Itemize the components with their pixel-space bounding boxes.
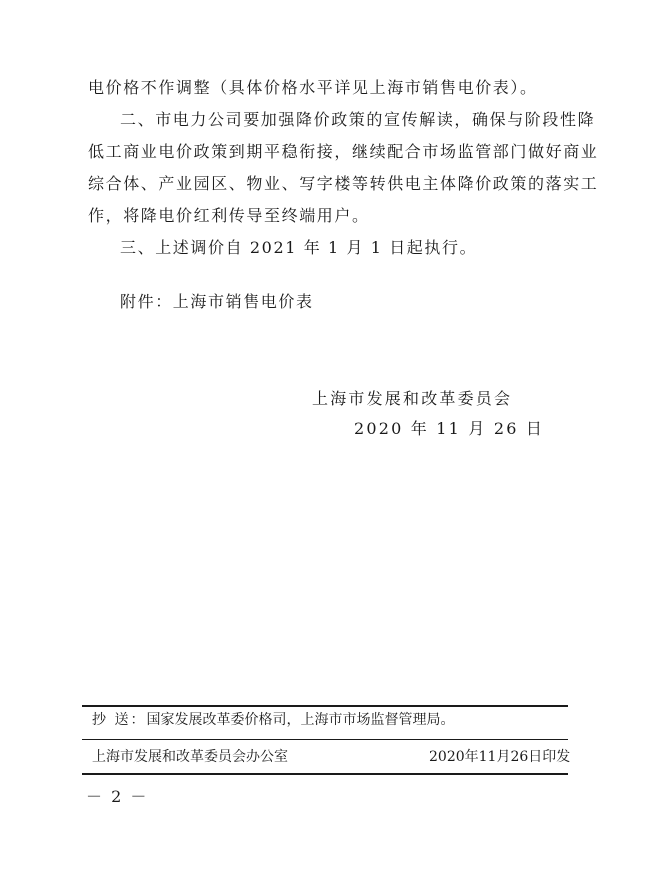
body-text (88, 72, 599, 264)
paragraph-2-line-3: 综合体、产业园区、物业、写字楼等转供电主体降价政策的落实工 (88, 174, 599, 193)
paragraph-2-line-4: 作，将降电价红利传导至终端用户。 (88, 206, 370, 225)
attachment-line: 附件：上海市销售电价表 (120, 292, 314, 311)
issuing-office: 上海市发展和改革委员会办公室 (92, 749, 288, 765)
paragraph-2-line-1: 二、市电力公司要加强降价政策的宣传解读，确保与阶段性降 (120, 110, 596, 129)
issuer-signature: 上海市发展和改革委员会 (312, 389, 513, 408)
cc-top-rule (82, 705, 568, 707)
issue-date: 2020 年 11 月 26 日 (354, 419, 545, 438)
cc-recipients: 国家发展改革委价格司，上海市市场监督管理局。 (146, 712, 455, 728)
paragraph-2-line-2: 低工商业电价政策到期平稳衔接，继续配合市场监管部门做好商业 (88, 142, 599, 161)
footer-bottom-rule (82, 773, 568, 775)
cc-label: 抄 送： (92, 712, 147, 728)
cc-line (92, 709, 454, 729)
page-number: － 2 － (86, 787, 149, 806)
print-date: 2020年11月26日印发 (429, 749, 571, 765)
paragraph-1-end: 电价格不作调整（具体价格水平详见上海市销售电价表）。 (88, 78, 538, 97)
cc-bottom-rule (82, 739, 568, 740)
paragraph-3: 三、上述调价自 2021 年 1 月 1 日起执行。 (120, 238, 478, 257)
